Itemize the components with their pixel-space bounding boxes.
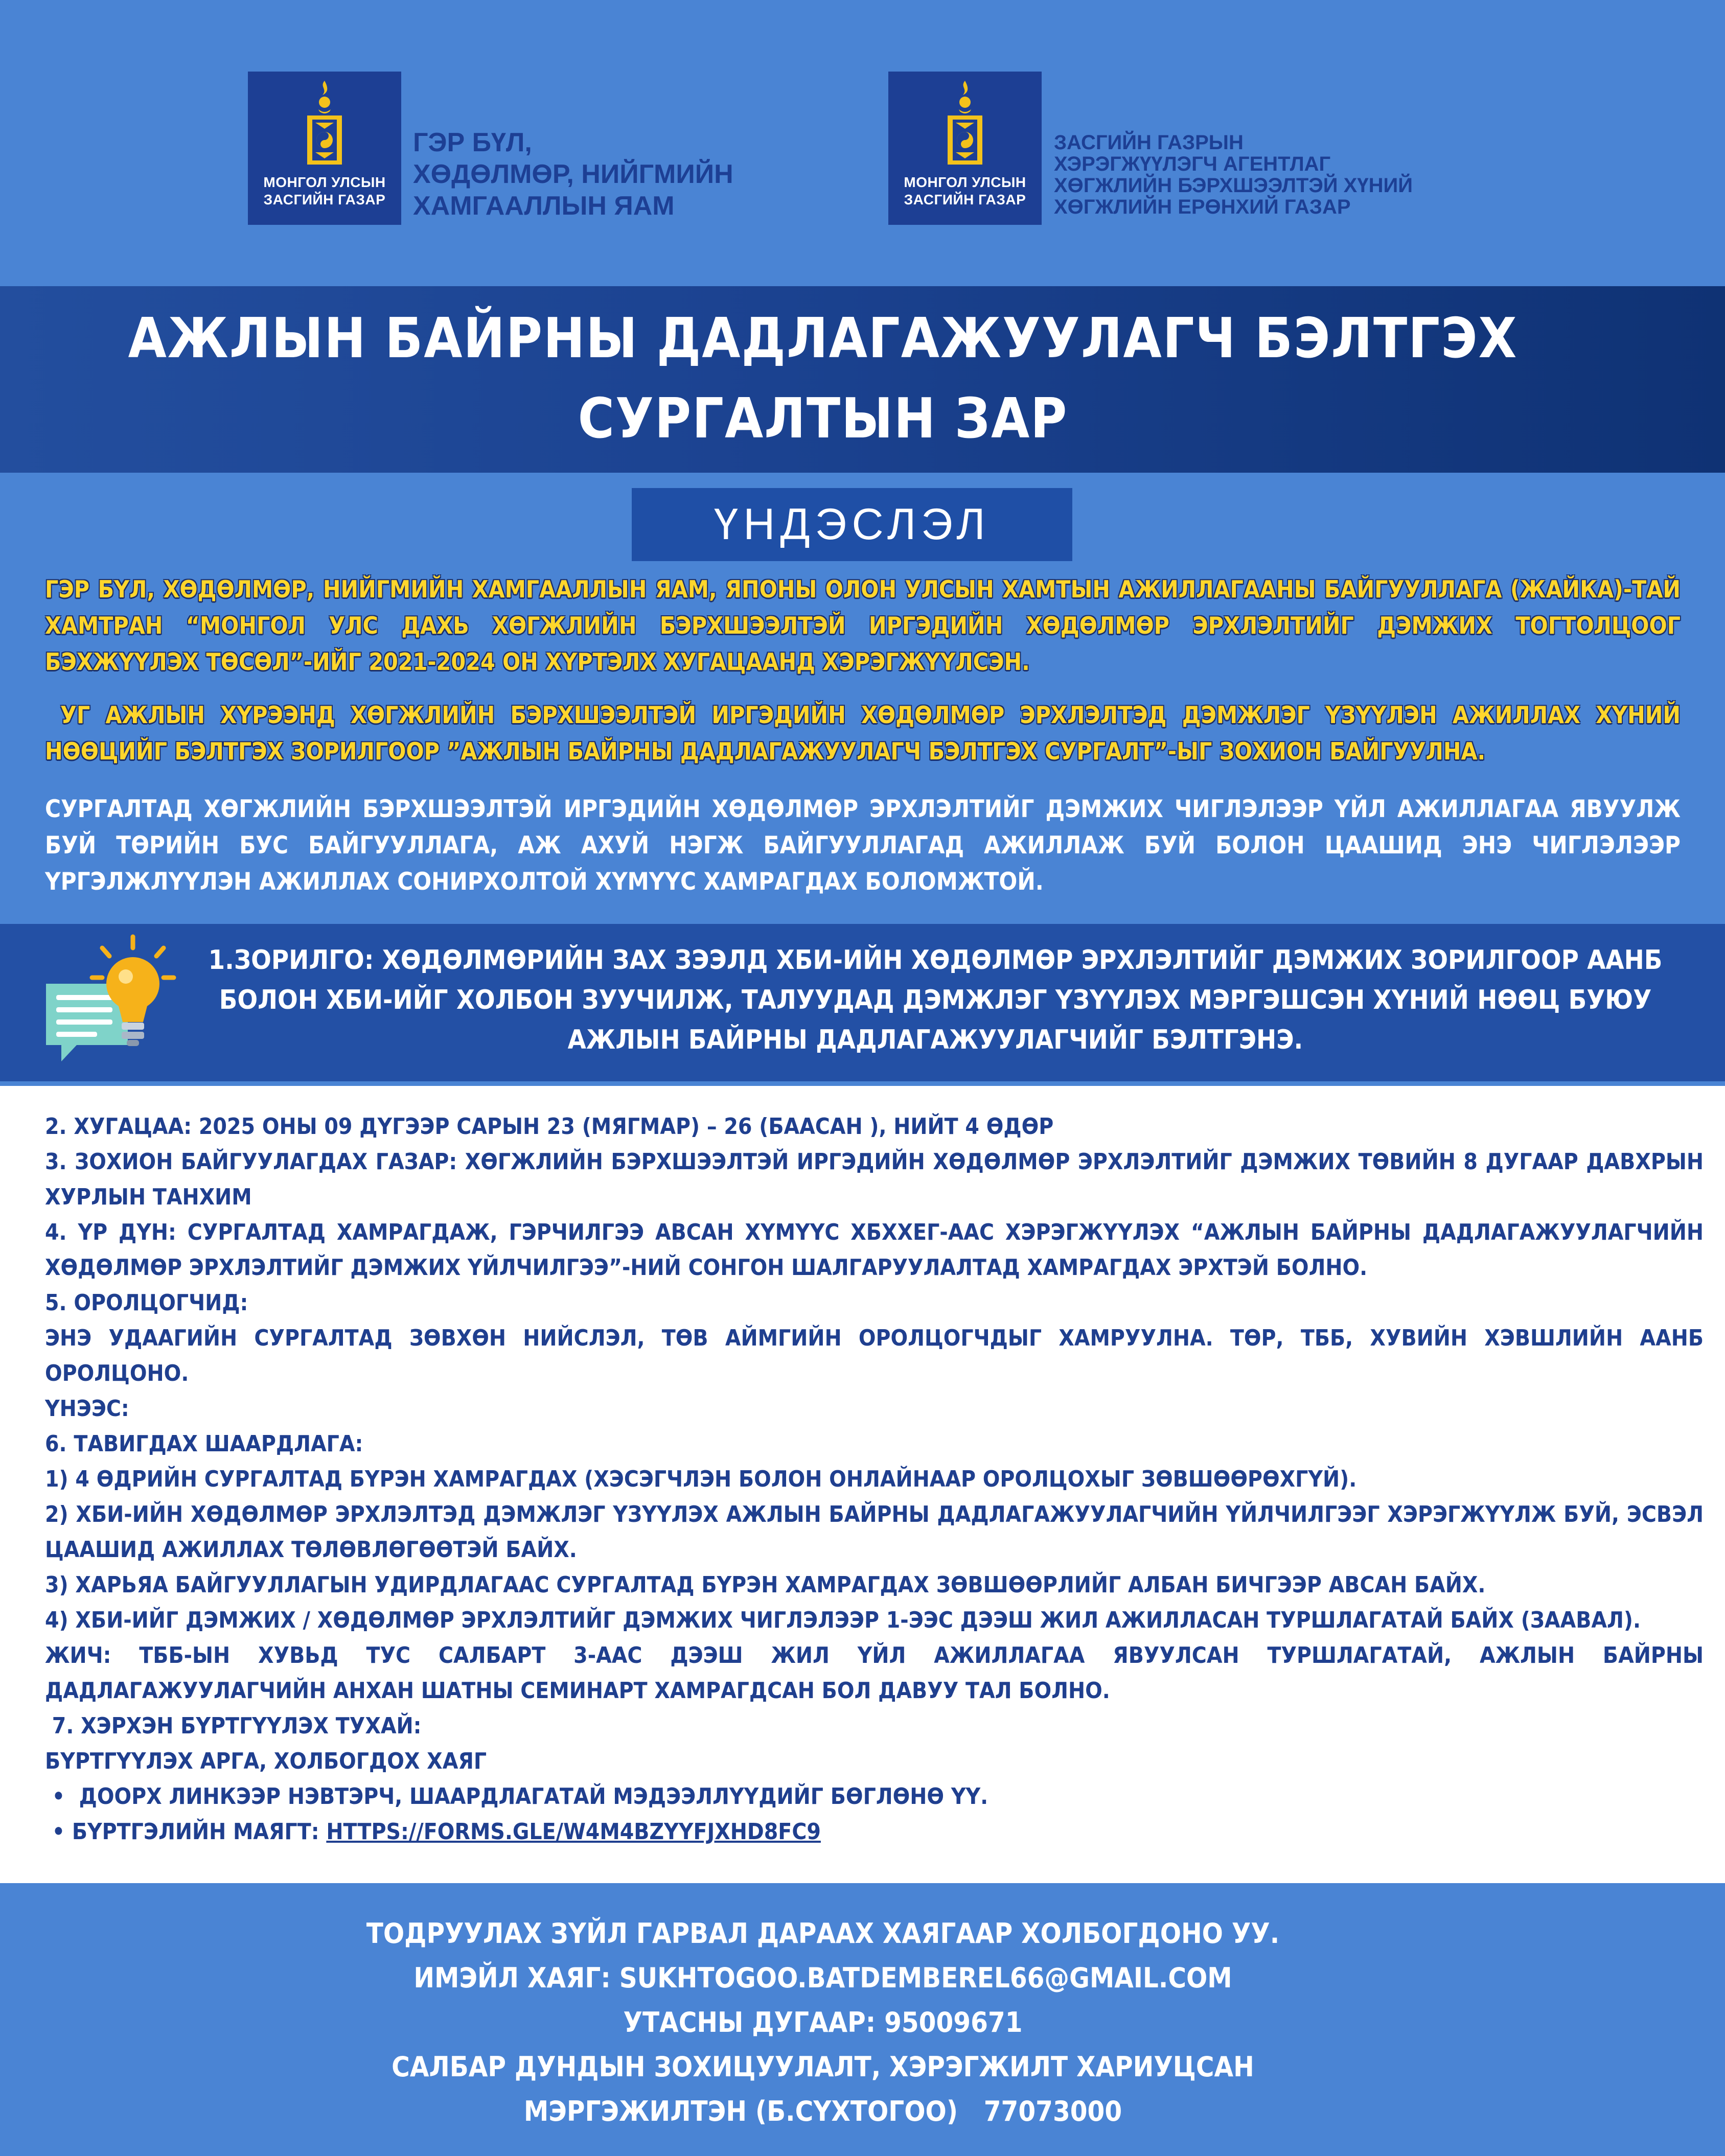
registration-method: БҮРТГҮҮЛЭХ АРГА, ХОЛБОГДОХ ХАЯГ (45, 1748, 487, 1774)
duration-text: 2. ХУГАЦАА: 2025 ОНЫ 09 ДҮГЭЭР САРЫН 23 (МЯГМАР) – 26 (БААСАН ), НИЙТ 4 ӨДӨР (45, 1114, 1054, 1140)
ministry-name-line: ХАМГААЛЛЫН ЯАМ (413, 191, 675, 221)
requirement-item: 3) ХАРЬЯА БАЙГУУЛЛАГЫН УДИРДЛАГААС СУРГАЛТАД БҮРЭН ХАМРАГДАХ ЗӨВШӨӨРЛИЙГ АЛБАН БИЧГЭЭР АВСАН БАЙХ. (45, 1572, 1486, 1598)
contact-person-name: МЭРГЭЖИЛТЭН (Б.СҮХТОГОО) 77073000 (523, 2095, 1122, 2127)
government-emblem-logo-right (888, 72, 1042, 225)
registration-form-line (45, 1814, 1704, 1849)
requirements-heading: 6. ТАВИГДАХ ШААРДЛАГА: (45, 1431, 363, 1457)
basis-paragraph-2: УГ АЖЛЫН ХҮРЭЭНД ХӨГЖЛИЙН БЭРХШЭЭЛТЭЙ ИРГЭДИЙН ХӨДӨЛМӨР ЭРХЛЭЛТЭД ДЭМЖЛЭГ ҮЗҮҮЛЭН АЖИЛЛАХ ХҮНИЙ НӨӨЦИЙГ БЭЛТГЭХ ЗОРИЛГООР ”АЖЛЫН БАЙРНЫ ДАДЛАГАЖУУЛАГЧ БЭЛТГЭХ СУРГАЛТ”-ЫГ ЗОХИОН БАЙГУУЛНА. (45, 701, 1681, 765)
basis-heading: ҮНДЭСЛЭЛ (632, 488, 1072, 561)
details-list (45, 1109, 1704, 1849)
target-audience-paragraph: СУРГАЛТАД ХӨГЖЛИЙН БЭРХШЭЭЛТЭЙ ИРГЭДИЙН ХӨДӨЛМӨР ЭРХЛЭЛТИЙГ ДЭМЖИХ ЧИГЛЭЛЭЭР ҮЙЛ АЖИЛЛАГАА ЯВУУЛЖ БУЙ ТӨРИЙН БУС БАЙГУУЛЛАГА, АЖ АХУЙ НЭГЖ БАЙГУУЛЛАГАД АЖИЛЛАЖ БУЙ БОЛОН ЦААШИД ЭНЭ ЧИГЛЭЛЭЭР ҮРГЭЛЖЛҮҮЛЭН АЖИЛЛАХ СОНИРХОЛТОЙ ХҮМҮҮС ХАМРАГДАХ БОЛОМЖТОЙ. (45, 795, 1681, 896)
government-emblem-logo-left (248, 72, 401, 225)
form-label: • БҮРТГЭЛИЙН МАЯГТ: (45, 1819, 327, 1845)
agency-name-line: ХӨГЖЛИЙН БЭРХШЭЭЛТЭЙ ХҮНИЙ (1054, 174, 1413, 197)
basis-paragraph-1: ГЭР БҮЛ, ХӨДӨЛМӨР, НИЙГМИЙН ХАМГААЛЛЫН ЯАМ, ЯПОНЫ ОЛОН УЛСЫН ХАМТЫН АЖИЛЛАГААНЫ БАЙГУУЛЛАГА (ЖАЙКА)-ТАЙ ХАМТРАН “МОНГОЛ УЛС ДАХЬ ХӨГЖЛИЙН БЭРХШЭЭЛТЭЙ ИРГЭДИЙН ХӨДӨЛМӨР ЭРХЛЭЛТИЙГ ДЭМЖИХ ТОГТОЛЦООГ БЭХЖҮҮЛЭХ ТӨСӨЛ”-ИЙГ 2021-2024 ОН ХҮРТЭЛХ ХУГАЦААНД ХЭРЭГЖҮҮЛСЭН. (45, 575, 1681, 676)
contact-footer (0, 1886, 1725, 2156)
ministry-name (413, 127, 853, 222)
emblem-caption-line: ЗАСГИЙН ГАЗАР (263, 192, 386, 207)
registration-bullet: • ДООРХ ЛИНКЭЭР НЭВТЭРЧ, ШААРДЛАГАТАЙ МЭДЭЭЛЛҮҮДИЙГ БӨГЛӨНӨ ҮҮ. (45, 1783, 988, 1810)
fee-text: ҮНЭЭС: (45, 1396, 129, 1422)
agency-name-line: ЗАСГИЙН ГАЗРЫН (1054, 131, 1244, 154)
emblem-caption-line: ЗАСГИЙН ГАЗАР (904, 192, 1026, 207)
contact-intro: ТОДРУУЛАХ ЗҮЙЛ ГАРВАЛ ДАРААХ ХАЯГААР ХОЛБОГДОНО УУ. (366, 1917, 1280, 1950)
ministry-name-line: ХӨДӨЛМӨР, НИЙГМИЙН (413, 159, 733, 189)
participants-heading: 5. ОРОЛЦОГЧИД: (45, 1290, 248, 1316)
emblem-caption-line: МОНГОЛ УЛСЫН (904, 174, 1026, 190)
requirement-item: 2) ХБИ-ИЙН ХӨДӨЛМӨР ЭРХЛЭЛТЭД ДЭМЖЛЭГ ҮЗҮҮЛЭХ АЖЛЫН БАЙРНЫ ДАДЛАГАЖУУЛАГЧИЙН ҮЙЛЧИЛГЭЭГ ХЭРЭГЖҮҮЛЖ БУЙ, ЭСВЭЛ ЦААШИД АЖИЛЛАХ ТӨЛӨВЛӨГӨӨТЭЙ БАЙХ. (45, 1501, 1704, 1563)
participants-text: ЭНЭ УДААГИЙН СУРГАЛТАД ЗӨВХӨН НИЙСЛЭЛ, ТӨВ АЙМГИЙН ОРОЛЦОГЧДЫГ ХАМРУУЛНА. ТӨР, ТББ, ХУВИЙН ХЭВШЛИЙН ААНБ ОРОЛЦОНО. (45, 1325, 1704, 1386)
contact-email: ИМЭЙЛ ХАЯГ: SUKHTOGOO.BATDEMBEREL66@GMAIL.COM (413, 1962, 1232, 1994)
contact-phone: УТАСНЫ ДУГААР: 95009671 (623, 2006, 1023, 2038)
goal-text: 1.ЗОРИЛГО: ХӨДӨЛМӨРИЙН ЗАХ ЗЭЭЛД ХБИ-ИЙН ХӨДӨЛМӨР ЭРХЛЭЛТИЙГ ДЭМЖИХ ЗОРИЛГООР ААНБ БОЛОН ХБИ-ИЙГ ХОЛБОН ЗУУЧИЛЖ, ТАЛУУДАД ДЭМЖЛЭГ ҮЗҮҮЛЭХ МЭРГЭШСЭН ХҮНИЙ НӨӨЦ БУЮУ АЖЛЫН БАЙРНЫ ДАДЛАГАЖУУЛАГЧИЙГ БЭЛТГЭНЭ. (208, 945, 1663, 1055)
contact-person-role: САЛБАР ДУНДЫН ЗОХИЦУУЛАЛТ, ХЭРЭГЖИЛТ ХАРИУЦСАН (392, 2051, 1254, 2083)
page-title-line1: АЖЛЫН БАЙРНЫ ДАДЛАГАЖУУЛАГЧ БЭЛТГЭХ (128, 307, 1518, 370)
soyombo-emblem-icon (945, 80, 985, 167)
lightbulb-chat-icon (41, 933, 184, 1071)
venue-text: 3. ЗОХИОН БАЙГУУЛАГДАХ ГАЗАР: ХӨГЖЛИЙН БЭРХШЭЭЛТЭЙ ИРГЭДИЙН ХӨДӨЛМӨР ЭРХЛЭЛТИЙГ ДЭМЖИХ ТӨВИЙН 8 ДУГААР ДАВХРЫН ХУРЛЫН ТАНХИМ (45, 1149, 1704, 1210)
requirement-item: 4) ХБИ-ИЙГ ДЭМЖИХ / ХӨДӨЛМӨР ЭРХЛЭЛТИЙГ ДЭМЖИХ ЧИГЛЭЛЭЭР 1-ЭЭС ДЭЭШ ЖИЛ АЖИЛЛАСАН ТУРШЛАГАТАЙ БАЙХ (ЗААВАЛ). (45, 1607, 1641, 1633)
page-title-line2: СУРГАЛТЫН ЗАР (578, 387, 1068, 451)
agency-name (1054, 132, 1514, 218)
requirement-item: 1) 4 ӨДРИЙН СУРГАЛТАД БҮРЭН ХАМРАГДАХ (ХЭСЭГЧЛЭН БОЛОН ОНЛАЙНААР ОРОЛЦОХЫГ ЗӨВШӨӨРӨХГҮЙ). (45, 1466, 1357, 1492)
registration-form-link[interactable]: HTTPS://FORMS.GLE/W4M4BZYYFJXHD8FC9 (326, 1819, 821, 1845)
ministry-name-line: ГЭР БҮЛ, (413, 128, 532, 157)
result-text: 4. ҮР ДҮН: СУРГАЛТАД ХАМРАГДАЖ, ГЭРЧИЛГЭЭ АВСАН ХҮМҮҮС ХБХХЕГ-ААС ХЭРЭГЖҮҮЛЭХ “АЖЛЫН БАЙРНЫ ДАДЛАГАЖУУЛАГЧИЙН ХӨДӨЛМӨР ЭРХЛЭЛТИЙГ ДЭМЖИХ ҮЙЛЧИЛГЭЭ”-НИЙ СОНГОН ШАЛГАРУУЛАЛТАД ХАМРАГДАХ ЭРХТЭЙ БОЛНО. (45, 1219, 1704, 1281)
soyombo-emblem-icon (304, 80, 345, 167)
note-text: ЖИЧ: ТББ-ЫН ХУВЬД ТУС САЛБАРТ 3-ААС ДЭЭШ ЖИЛ ҮЙЛ АЖИЛЛАГАА ЯВУУЛСАН ТУРШЛАГАТАЙ, АЖЛЫН БАЙРНЫ ДАДЛАГАЖУУЛАГЧИЙН АНХАН ШАТНЫ СЕМИНАРТ ХАМРАГДСАН БОЛ ДАВУУ ТАЛ БОЛНО. (45, 1642, 1704, 1704)
agency-name-line: ХЭРЭГЖҮҮЛЭГЧ АГЕНТЛАГ (1054, 153, 1331, 175)
emblem-caption-line: МОНГОЛ УЛСЫН (263, 174, 386, 190)
registration-heading: 7. ХЭРХЭН БҮРТГҮҮЛЭХ ТУХАЙ: (45, 1713, 422, 1739)
agency-name-line: ХӨГЖЛИЙН ЕРӨНХИЙ ГАЗАР (1054, 196, 1351, 218)
